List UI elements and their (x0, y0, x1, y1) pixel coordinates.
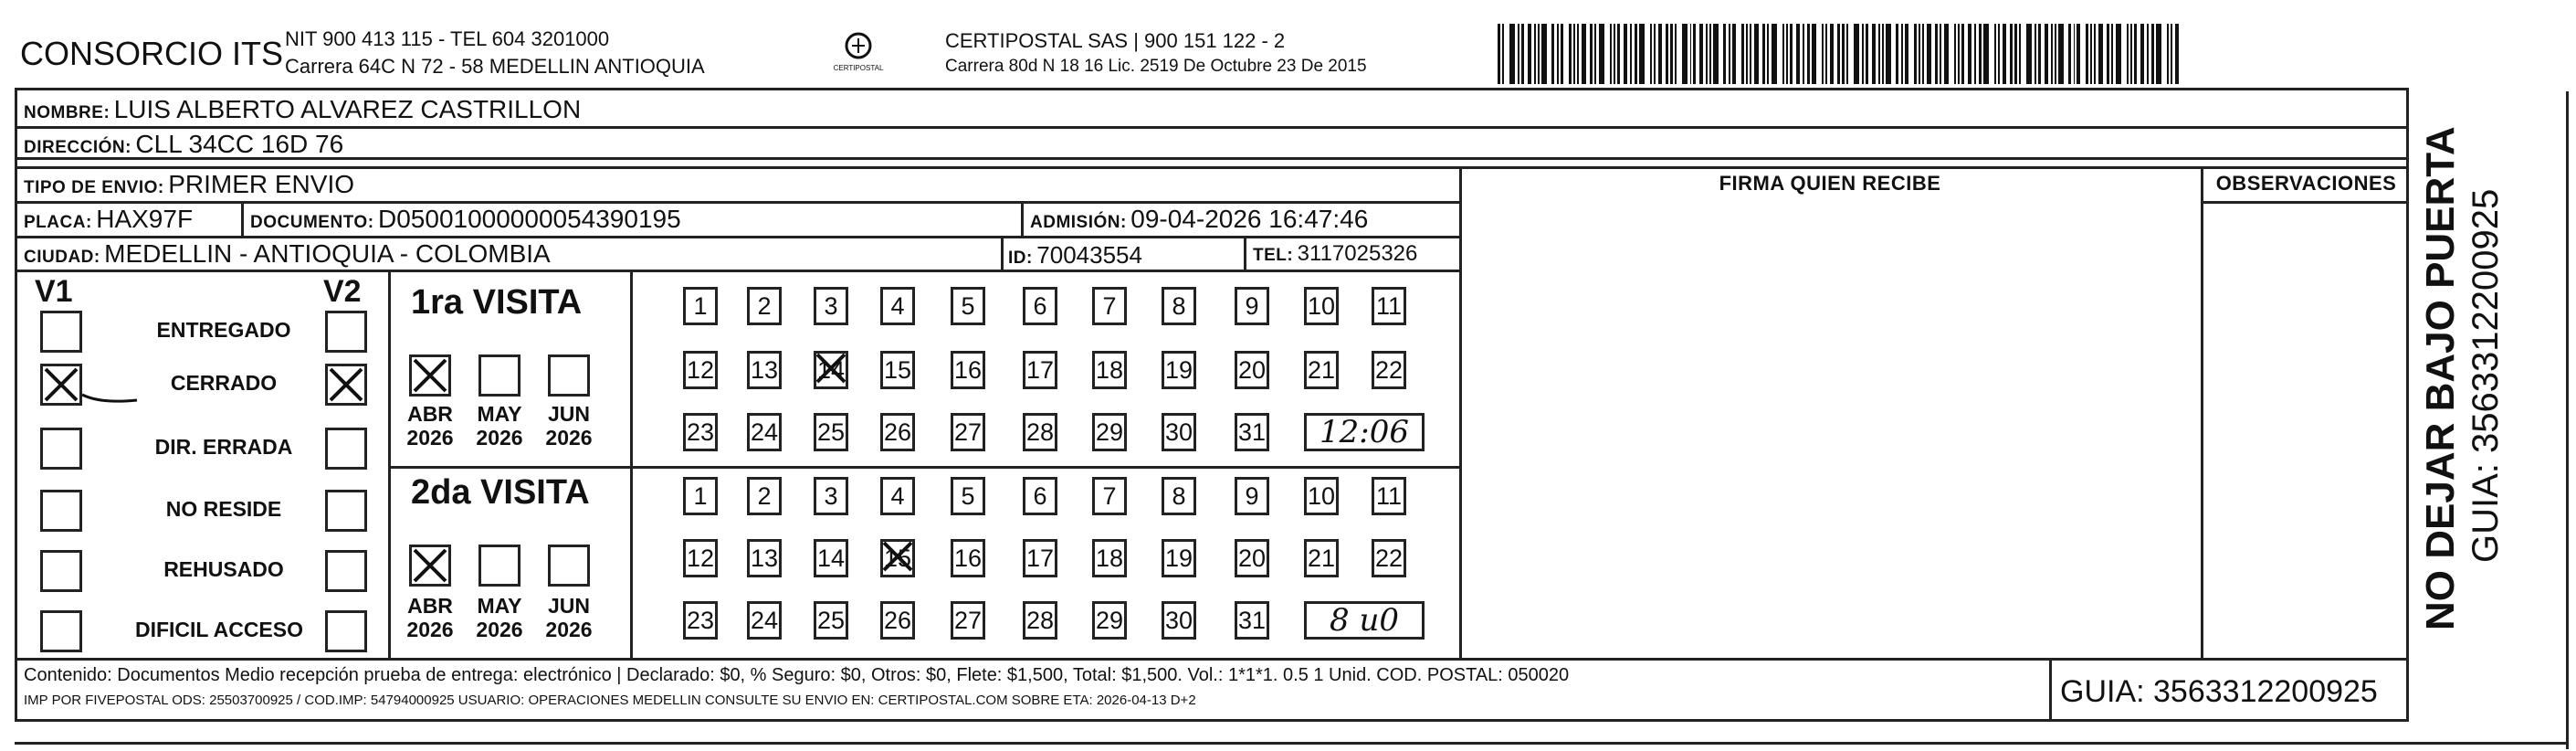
barcode-bar (1639, 24, 1645, 84)
day-box[interactable]: 11 (1372, 477, 1406, 515)
tel-label: TEL: (1253, 246, 1294, 265)
firma-header: FIRMA QUIEN RECIBE (1719, 172, 1941, 195)
barcode-bar (1782, 24, 1784, 84)
cause-label: NO RESIDE (165, 497, 282, 521)
barcode-bar (1658, 24, 1662, 84)
tipo-label: TIPO DE ENVIO: (24, 178, 164, 197)
barcode-bar (1825, 24, 1827, 84)
v2-checkbox[interactable] (325, 428, 367, 470)
day-box[interactable]: 30 (1162, 413, 1196, 451)
day-box[interactable]: 2 (747, 477, 782, 515)
barcode-bar (2107, 24, 2109, 84)
v2-checkbox[interactable] (325, 490, 367, 532)
barcode-bar (1998, 24, 2000, 84)
barcode-bar (1896, 24, 1898, 84)
barcode-bar (1577, 24, 1579, 84)
day-box[interactable]: 18 (1092, 539, 1127, 577)
day-box[interactable]: 23 (683, 601, 718, 640)
v2-checkbox[interactable] (325, 550, 367, 592)
barcode-bar (2156, 24, 2161, 84)
day-box[interactable]: 5 (951, 287, 985, 325)
day-check-mark (878, 537, 917, 576)
barcode-bar (2058, 24, 2064, 84)
ciudad-row (24, 239, 551, 269)
barcode-bar (1713, 24, 1719, 84)
day-box[interactable]: 31 (1235, 601, 1269, 640)
barcode-bar (1750, 24, 1751, 84)
barcode-bar (2068, 24, 2071, 84)
day-box[interactable]: 1 (683, 477, 718, 515)
barcode-bar (2045, 24, 2048, 84)
month-label (468, 402, 531, 450)
barcode-bar (1803, 24, 1804, 84)
day-box[interactable]: 21 (1304, 539, 1339, 577)
barcode-bar (1842, 24, 1845, 84)
nombre-value: LUIS ALBERTO ALVAREZ CASTRILLON (113, 95, 582, 123)
barcode-bar (1944, 24, 1950, 84)
cause-label: REHUSADO (163, 557, 284, 581)
carrier-name: CERTIPOSTAL SAS | 900 151 122 - 2 (945, 29, 1286, 52)
barcode-bar (2167, 24, 2169, 84)
barcode-bar (1690, 24, 1692, 84)
placa-row (24, 205, 193, 234)
day-box[interactable]: 12 (683, 351, 718, 389)
documento-value: D05001000000054390195 (378, 205, 681, 233)
month-label (398, 594, 462, 641)
nombre-label: NOMBRE: (24, 103, 110, 122)
barcode-bar (1767, 24, 1769, 84)
barcode-bar (2134, 24, 2137, 84)
id-label: ID: (1008, 249, 1033, 268)
day-box[interactable]: 18 (1092, 351, 1127, 389)
day-box[interactable]: 9 (1235, 477, 1269, 515)
barcode-bar (1786, 24, 1788, 84)
day-box[interactable]: 2 (747, 287, 782, 325)
barcode-bar (1610, 24, 1612, 84)
barcode-bar (1706, 24, 1708, 84)
first-visit-title: 1ra VISITA (411, 283, 583, 322)
cause-label: DIR. ERRADA (154, 435, 293, 459)
day-box[interactable]: 19 (1162, 539, 1196, 577)
barcode-bar (1914, 24, 1917, 84)
barcode-bar (1582, 24, 1586, 84)
day-box[interactable]: 8 (1162, 287, 1196, 325)
barcode-bar (1935, 24, 1938, 84)
barcode-bar (2151, 24, 2154, 84)
imp-text: IMP POR FIVEPOSTAL ODS: 25503700925 / COD.IMP: 54794000925 USUARIO: OPERACIONES MEDELLIN CONSULTE SU ENVIO EN: CERTIPOSTAL.COM SOBRE ETA: 2026-04-13 D+2 (24, 693, 1196, 708)
barcode-bar (1569, 24, 1572, 84)
barcode-bar (2077, 24, 2080, 84)
barcode-bar (1927, 24, 1931, 84)
day-box[interactable]: 4 (880, 477, 915, 515)
placa-value: HAX97F (96, 205, 194, 233)
barcode-bar (1534, 24, 1536, 84)
barcode-bar (2019, 24, 2021, 84)
second-visit-title: 2da VISITA (411, 473, 590, 512)
tipo-row (24, 170, 354, 199)
barcode-bar (1654, 24, 1656, 84)
barcode-bar (2038, 24, 2041, 84)
barcode-bar (1541, 24, 1547, 84)
day-box[interactable]: 20 (1235, 539, 1269, 577)
barcode-bar (1905, 24, 1908, 84)
barcode-bar (2010, 24, 2013, 84)
month-checkbox[interactable] (478, 354, 520, 397)
barcode-bar (1812, 24, 1817, 84)
day-box[interactable]: 15 (880, 351, 915, 389)
ciudad-value: MEDELLIN - ANTIOQUIA - COLOMBIA (104, 239, 551, 268)
direccion-label: DIRECCIÓN: (24, 138, 131, 157)
side-guia (2466, 189, 2507, 563)
barcode-bar (2147, 24, 2149, 84)
barcode-bar (1772, 24, 1777, 84)
barcode-bar (1590, 24, 1593, 84)
tel-row (1253, 241, 1417, 267)
month-year: 2026 (476, 618, 523, 641)
day-box[interactable]: 25 (814, 601, 848, 640)
barcode-bar (2116, 24, 2121, 84)
cause-label: DIFICIL ACCESO (134, 618, 303, 641)
barcode-bar (1862, 24, 1864, 84)
barcode-bar (2003, 24, 2006, 84)
documento-label: DOCUMENTO: (250, 213, 374, 232)
v2-label: V2 (323, 274, 362, 309)
v1-checkbox[interactable] (40, 490, 82, 532)
v1-checkbox[interactable] (40, 610, 82, 652)
barcode-bar (2035, 24, 2036, 84)
barcode-bar (2086, 24, 2088, 84)
day-box[interactable]: 1 (683, 287, 718, 325)
cause-label: ENTREGADO (156, 318, 291, 342)
day-box[interactable]: 25 (814, 413, 848, 451)
day-box[interactable]: 13 (747, 351, 782, 389)
day-box[interactable]: 6 (1023, 287, 1057, 325)
barcode-bar (1790, 24, 1793, 84)
barcode-bar (1994, 24, 1996, 84)
barcode-bar (1796, 24, 1800, 84)
month-checkbox[interactable] (548, 354, 590, 397)
day-box[interactable]: 3 (814, 287, 848, 325)
barcode-bar (2171, 24, 2172, 84)
v1-check-mark (40, 364, 82, 406)
admision-row (1030, 205, 1368, 234)
barcode-bar (2090, 24, 2092, 84)
day-box[interactable]: 29 (1092, 413, 1127, 451)
barcode-bar (1854, 24, 1859, 84)
barcode-bar (1732, 24, 1736, 84)
month-check-mark (409, 354, 451, 397)
documento-row (250, 205, 681, 234)
admision-value: 09-04-2026 16:47:46 (1130, 205, 1369, 233)
day-box[interactable]: 8 (1162, 477, 1196, 515)
barcode-bar (1830, 24, 1834, 84)
side-guia-text: GUIA: 3563312200925 (2466, 188, 2506, 563)
month-label (537, 594, 601, 641)
barcode-bar (1940, 24, 1941, 84)
month-name: MAY (477, 402, 522, 426)
barcode-bar (1822, 24, 1824, 84)
day-box[interactable]: 29 (1092, 601, 1127, 640)
company-address: Carrera 64C N 72 - 58 MEDELLIN ANTIOQUIA (285, 55, 705, 78)
barcode-bar (1886, 24, 1891, 84)
barcode-bar (2051, 24, 2053, 84)
placa-label: PLACA: (24, 213, 92, 232)
month-year: 2026 (406, 426, 454, 450)
barcode-bar (1666, 24, 1668, 84)
side-warning (2418, 126, 2464, 630)
v1-checkbox[interactable] (40, 311, 82, 353)
tipo-value: PRIMER ENVIO (168, 170, 355, 198)
month-label (398, 402, 462, 450)
v2-checkbox[interactable] (325, 311, 367, 353)
id-row (1008, 241, 1142, 270)
barcode-bar (1617, 24, 1620, 84)
day-box[interactable]: 14 (814, 351, 848, 389)
barcode-bar (1866, 24, 1868, 84)
barcode-bar (1551, 24, 1554, 84)
barcode-bar (1614, 24, 1615, 84)
time-handwritten: 12:06 (1304, 413, 1425, 451)
barcode-bar (1729, 24, 1730, 84)
barcode-bar (1837, 24, 1840, 84)
day-box[interactable]: 28 (1023, 413, 1057, 451)
no-dejar-text: NO DEJAR BAJO PUERTA (2418, 126, 2463, 630)
month-name: ABR (407, 594, 453, 618)
barcode-bar (1498, 24, 1500, 84)
barcode-bar (2074, 24, 2076, 84)
barcode-bar (1561, 24, 1564, 84)
barcode-bar (1599, 24, 1604, 84)
barcode-bar (2026, 24, 2032, 84)
day-box[interactable]: 13 (747, 539, 782, 577)
barcode-bar (2111, 24, 2113, 84)
barcode-bar (1518, 24, 1519, 84)
v2-check-mark (325, 364, 367, 406)
ciudad-label: CIUDAD: (24, 248, 100, 267)
barcode-bar (1723, 24, 1726, 84)
barcode-bar (1872, 24, 1876, 84)
month-year: 2026 (476, 426, 523, 450)
day-box[interactable]: 16 (951, 539, 985, 577)
month-year: 2026 (545, 426, 593, 450)
barcode (1498, 24, 2182, 84)
month-label (537, 402, 601, 450)
month-name: MAY (477, 594, 522, 618)
day-box[interactable]: 17 (1023, 351, 1057, 389)
day-box[interactable]: 22 (1372, 539, 1406, 577)
barcode-bar (1901, 24, 1903, 84)
barcode-bar (1675, 24, 1677, 84)
day-box[interactable]: 20 (1235, 351, 1269, 389)
barcode-bar (1846, 24, 1848, 84)
barcode-bar (1958, 24, 1960, 84)
day-box[interactable]: 26 (880, 413, 915, 451)
barcode-bar (2130, 24, 2132, 84)
barcode-bar (1682, 24, 1688, 84)
barcode-bar (1882, 24, 1884, 84)
carrier-address: Carrera 80d N 18 16 Lic. 2519 De Octubre 23 De 2015 (945, 57, 1367, 76)
logo-text: CERTIPOSTAL (833, 64, 884, 72)
day-check-mark (812, 349, 850, 387)
cause-label: CERRADO (170, 371, 278, 395)
day-box[interactable]: 30 (1162, 601, 1196, 640)
barcode-bar (1746, 24, 1748, 84)
month-year: 2026 (406, 618, 454, 641)
barcode-bar (1807, 24, 1810, 84)
barcode-bar (2014, 24, 2017, 84)
barcode-bar (1762, 24, 1765, 84)
certipostal-logo (826, 29, 890, 79)
day-box[interactable]: 22 (1372, 351, 1406, 389)
day-box[interactable]: 24 (747, 413, 782, 451)
day-box[interactable]: 21 (1304, 351, 1339, 389)
admision-label: ADMISIÓN: (1030, 213, 1127, 232)
v2-checkbox[interactable] (325, 610, 367, 652)
barcode-bar (1509, 24, 1515, 84)
barcode-bar (1954, 24, 1956, 84)
barcode-bar (1741, 24, 1744, 84)
month-checkbox[interactable] (478, 545, 520, 587)
day-box[interactable]: 27 (951, 601, 985, 640)
day-box[interactable]: 26 (880, 601, 915, 640)
barcode-bar (2098, 24, 2103, 84)
day-box[interactable]: 15 (880, 539, 915, 577)
v1-checkbox[interactable] (40, 550, 82, 592)
day-box[interactable]: 6 (1023, 477, 1057, 515)
guia-footer: GUIA: 3563312200925 (2060, 674, 2378, 709)
day-box[interactable]: 10 (1304, 477, 1339, 515)
day-box[interactable]: 19 (1162, 351, 1196, 389)
day-box[interactable]: 4 (880, 287, 915, 325)
month-name: JUN (547, 402, 590, 426)
barcode-bar (1573, 24, 1575, 84)
day-box[interactable]: 12 (683, 539, 718, 577)
day-box[interactable]: 7 (1092, 477, 1127, 515)
month-year: 2026 (545, 618, 593, 641)
barcode-bar (2094, 24, 2096, 84)
pen-stroke (82, 391, 146, 409)
barcode-bar (1630, 24, 1632, 84)
barcode-bar (1693, 24, 1696, 84)
barcode-bar (1878, 24, 1880, 84)
barcode-bar (1968, 24, 1971, 84)
nombre-row (24, 95, 581, 124)
day-box[interactable]: 10 (1304, 287, 1339, 325)
day-box[interactable]: 3 (814, 477, 848, 515)
day-box[interactable]: 5 (951, 477, 985, 515)
barcode-bar (1919, 24, 1920, 84)
contenido-text: Contenido: Documentos Medio recepción prueba de entrega: electrónico | Declarado: $0, % Seguro: $0, Otros: $0, Flete: $1,500, Total: $1,500. Vol.: 1*1*1. 0.5 1 Unid. COD. POSTAL: 050020 (24, 665, 1570, 685)
month-checkbox[interactable] (548, 545, 590, 587)
month-label (468, 594, 531, 641)
direccion-row (24, 130, 343, 159)
barcode-bar (1557, 24, 1559, 84)
day-box[interactable]: 31 (1235, 413, 1269, 451)
barcode-bar (1979, 24, 1982, 84)
barcode-bar (1922, 24, 1924, 84)
v1-checkbox[interactable] (40, 428, 82, 470)
barcode-bar (1502, 24, 1504, 84)
day-box[interactable]: 28 (1023, 601, 1057, 640)
direccion-value: CLL 34CC 16D 76 (135, 130, 344, 158)
month-check-mark (409, 545, 451, 587)
barcode-bar (1521, 24, 1524, 84)
barcode-bar (1974, 24, 1976, 84)
barcode-bar (1635, 24, 1637, 84)
tel-value: 3117025326 (1297, 241, 1418, 266)
time-handwritten: 8 u0 (1304, 601, 1425, 640)
barcode-bar (2175, 24, 2179, 84)
day-box[interactable]: 27 (951, 413, 985, 451)
barcode-bar (1538, 24, 1540, 84)
month-name: ABR (407, 402, 453, 426)
barcode-bar (2140, 24, 2144, 84)
barcode-bar (1624, 24, 1627, 84)
barcode-bar (1528, 24, 1531, 84)
barcode-bar (2127, 24, 2129, 84)
day-box[interactable]: 23 (683, 413, 718, 451)
day-box[interactable]: 14 (814, 539, 848, 577)
barcode-bar (1709, 24, 1711, 84)
id-value: 70043554 (1036, 241, 1142, 269)
barcode-bar (2055, 24, 2056, 84)
barcode-bar (1670, 24, 1673, 84)
day-box[interactable]: 24 (747, 601, 782, 640)
barcode-bar (1983, 24, 1989, 84)
observaciones-header: OBSERVACIONES (2215, 172, 2397, 195)
v1-label: V1 (35, 274, 73, 309)
barcode-bar (1961, 24, 1964, 84)
barcode-bar (1650, 24, 1652, 84)
barcode-bar (1754, 24, 1759, 84)
company-name: CONSORCIO ITS (20, 35, 284, 72)
day-box[interactable]: 7 (1092, 287, 1127, 325)
day-box[interactable]: 9 (1235, 287, 1269, 325)
barcode-bar (1699, 24, 1703, 84)
day-box[interactable]: 17 (1023, 539, 1057, 577)
month-name: JUN (547, 594, 590, 618)
company-nit: NIT 900 413 115 - TEL 604 3201000 (285, 27, 610, 50)
day-box[interactable]: 16 (951, 351, 985, 389)
barcode-bar (1594, 24, 1596, 84)
day-box[interactable]: 11 (1372, 287, 1406, 325)
